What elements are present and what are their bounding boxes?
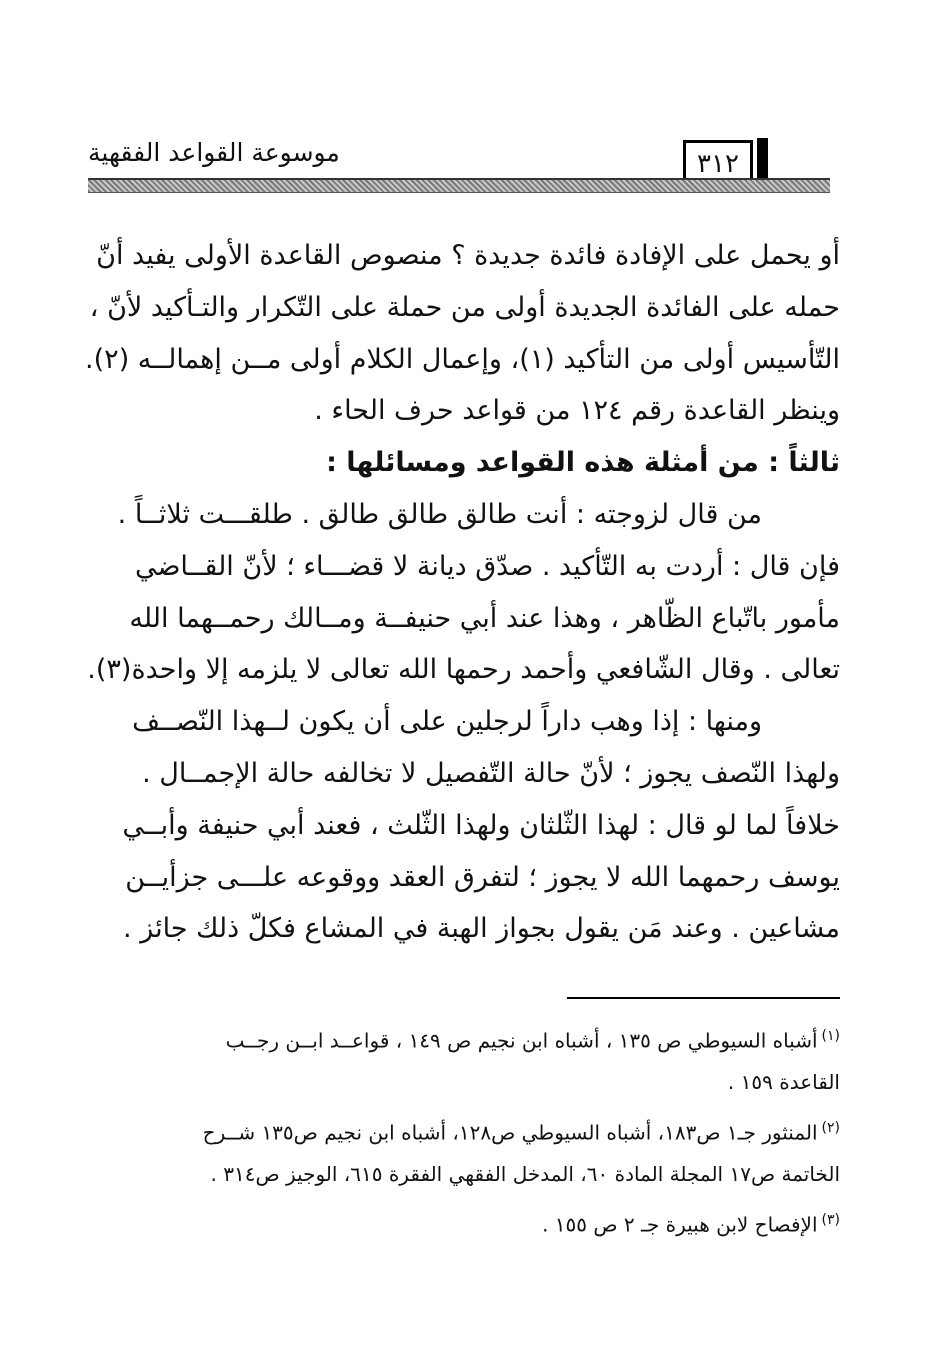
footnote-marker: (١)	[821, 1028, 840, 1044]
footnote-marker: (٢)	[821, 1120, 840, 1136]
text-line: ومنها : إذا وهب داراً لرجلين على أن يكون لــهذا النّصــف	[132, 706, 762, 738]
footnote-text: الإفصاح لابن هبيرة جـ ٢ ص ١٥٥ .	[542, 1212, 818, 1237]
footnote-1-continued: القاعدة ١٥٩ .	[727, 1070, 840, 1094]
text-line: وينظر القاعدة رقم ١٢٤ من قواعد حرف الحاء .	[314, 395, 840, 427]
main-text	[62, 230, 840, 955]
header-divider	[88, 178, 830, 193]
text-line: تعالى . وقال الشّافعي وأحمد رحمها الله تعالى لا يلزمه إلا واحدة(٣).	[87, 654, 840, 686]
text-line: حمله على الفائدة الجديدة أولى من حملة على التّكرار والتـأكيد لأنّ ،	[89, 291, 840, 323]
footnotes	[62, 1013, 840, 1243]
page-number: ٣١٢	[683, 140, 753, 184]
footnote-text: أشباه السيوطي ص ١٣٥ ، أشباه ابن نجيم ص ١٤٩ ، قواعــد ابــن رجــب	[225, 1028, 818, 1053]
footnote-3	[62, 1197, 840, 1243]
footnote-text: المنثور جـ١ ص١٨٣، أشباه السيوطي ص١٢٨، أشباه ابن نجيم ص١٣٥ شــرح	[202, 1120, 818, 1145]
text-line: من قال لزوجته : أنت طالق طالق طالق . طلقـــت ثلاثــاً .	[117, 498, 762, 530]
text-line: أو يحمل على الإفادة فائدة جديدة ؟ منصوص القاعدة الأولى يفيد أنّ	[96, 240, 840, 271]
text-line: فإن قال : أردت به التّأكيد . صدّق ديانة لا قضـــاء ؛ لأنّ القــاضي	[134, 550, 840, 582]
text-line: مشاعين . وعند مَن يقول بجواز الهبة في المشاع فكلّ ذلك جائز .	[123, 913, 840, 945]
text-line: خلافاً لما لو قال : لهذا الثّلثان ولهذا الثّلث ، فعند أبي حنيفة وأبــي	[122, 809, 840, 841]
section-heading: ثالثاً : من أمثلة هذه القواعد ومسائلها :	[326, 447, 840, 479]
footnote-2	[62, 1105, 840, 1151]
text-line: التّأسيس أولى من التأكيد (١)، وإعمال الكلام أولى مــن إهمالــه (٢).	[85, 343, 840, 375]
running-header-title: موسوعة القواعد الفقهية	[88, 138, 340, 167]
footnote-1	[62, 1013, 840, 1059]
footnote-marker: (٣)	[821, 1212, 840, 1228]
footnote-2-continued: الخاتمة ص١٧ المجلة المادة ٦٠، المدخل الفقهي الفقرة ٦١٥، الوجيز ص٣١٤ .	[210, 1162, 840, 1186]
text-line: ولهذا النّصف يجوز ؛ لأنّ حالة التّفصيل لا تخالفه حالة الإجمــال .	[142, 757, 840, 789]
text-line: مأمور باتّباع الظّاهر ، وهذا عند أبي حنيفــة ومــالك رحمــهما الله	[129, 602, 840, 634]
footnote-separator	[567, 997, 840, 999]
text-line: يوسف رحمهما الله لا يجوز ؛ لتفرق العقد ووقوعه علـــى جزأيــن	[125, 861, 840, 893]
